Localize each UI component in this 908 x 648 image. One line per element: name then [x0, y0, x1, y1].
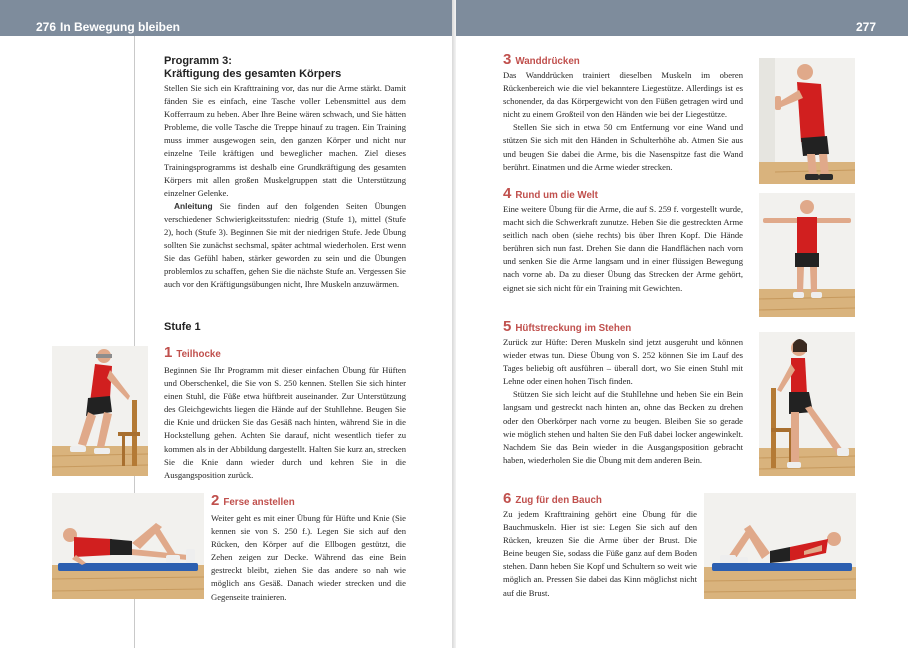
program-intro: Stellen Sie sich ein Krafttraining vor, das nur die Arme stärkt. Damit fänden Sie es einfach, eine Tasche voller Lebensmittel aus dem Kofferraum zu heben. Aber Ihre Beine wären schwach, und Sie hätten Probleme, die volle Tasche die Treppe hinauf zu tragen. Ein Training muss immer ausgewogen sein, den ganzen Körper und nicht nur einzelne Teile kräftigen und beweglicher machen. Ziel dieses Trainingsprogramms ist deshalb eine Grundkräftigung des gesamten Körpers mit allen großen Muskelgruppen statt die Unterstützung einzelner Gelenke.: [164, 83, 406, 198]
exercise-3-name: Wanddrücken: [515, 56, 580, 67]
photo-rund-um-die-welt: [759, 193, 855, 317]
left-page-number: 276: [36, 20, 57, 34]
exercise-2-name: Ferse anstellen: [223, 497, 295, 508]
photo-ferse-anstellen-image: [52, 493, 204, 599]
exercise-3-paragraph-2: Stellen Sie sich in etwa 50 cm Entfernung vor eine Wand und stützen Sie sich mit den Händen in Schulterhöhe ab. Atmen Sie aus und beugen Sie dabei die Arme, bis die Nasenspitze fast die Wand berührt. Einatmen und die Arme wieder strecken.: [503, 122, 743, 172]
exercise-3-title: [503, 51, 580, 69]
exercise-3-number: 3: [503, 51, 512, 68]
exercise-2-title: [211, 492, 295, 510]
exercise-3-text: [503, 69, 743, 174]
exercise-6-paragraph-1: Zu jedem Krafttraining gehört eine Übung für die Bauchmuskeln. Hier ist sie: Legen Sie sich auf den Rücken, kreuzen Sie die Arme über der Brust. Die Beine beugen Sie, sodass die Füße ganz auf dem Boden stehen. Dann heben Sie Kopf und Schultern so weit wie möglich an. Pressen Sie dabei das Kinn möglichst nicht auf die Brust.: [503, 509, 697, 598]
program-instruction: [164, 200, 406, 292]
photo-wanddruecken-image: [759, 58, 855, 184]
photo-ferse-anstellen: [52, 493, 204, 599]
exercise-6-title: [503, 490, 602, 508]
photo-rund-um-die-welt-image: [759, 193, 855, 317]
exercise-1-name: Teilhocke: [176, 349, 221, 360]
program-title-line2: Kräftigung des gesamten Körpers: [164, 68, 342, 80]
exercise-1-title: [164, 344, 221, 362]
book-gutter: [452, 0, 456, 648]
exercise-6-name: Zug für den Bauch: [515, 495, 602, 506]
exercise-1-paragraph-1: Beginnen Sie Ihr Programm mit dieser einfachen Übung für Hüften und Oberschenkel, die Sie von S. 250 kennen. Stellen Sie sich hinter einen Stuhl, die Füße etwa hüftbreit auseinander. Zur Unterstützung des Gleichgewichts liegen die Hände auf der Stuhllehne. Beugen Sie die Knie und drücken Sie das Gesäß nach hinten, während Sie in die Hockstellung gehen. Achten Sie darauf, nicht wesentlich tiefer zu kommen als in der Abbildung dargestellt. Halten Sie kurz an, strecken Sie die Knie dann wieder durch und kehren Sie in die Ausgangsposition zurück.: [164, 365, 406, 480]
program-title: [164, 55, 341, 81]
exercise-2-number: 2: [211, 492, 220, 509]
exercise-4-paragraph-1: Eine weitere Übung für die Arme, die auf S. 259 f. vorgestellt wurde, macht sich die Schwerkraft zunutze. Heben Sie die gestreckten Arme seitlich nach oben (siehe rechts) bis über Ihren Kopf. Die Hände berühren sich nun fast. Drehen Sie dann die Handflächen nach vorn und senken Sie die Arme langsam und in einer flüssigen Bewegung nach vorne ab. Da zu dieser Übung das Strecken der Arme gehört, eignet sie sich nicht für ein Training mit Gewichten.: [503, 204, 743, 293]
exercise-3-paragraph-1: Das Wanddrücken trainiert dieselben Muskeln im oberen Rückenbereich wie die viel bekanntere Liegestütze. Allerdings ist es schonender, da das Körpergewicht von den Füßen getragen wird und nicht zu einem Großteil von den Händen wie bei der Liegestütze.: [503, 70, 743, 120]
exercise-1-text: [164, 364, 406, 482]
right-page-number: 277: [856, 20, 877, 34]
photo-zug-fuer-den-bauch-image: [704, 493, 856, 599]
exercise-2-text: [211, 512, 406, 604]
photo-wanddruecken: [759, 58, 855, 184]
exercise-6-text: [503, 508, 697, 600]
photo-hueftstreckung: [759, 332, 855, 476]
exercise-5-number: 5: [503, 318, 512, 335]
exercise-5-paragraph-1: Zurück zur Hüfte: Deren Muskeln sind jetzt ausgeruht und können wieder etwas tun. Diese Übung von S. 252 können Sie im Lauf des Tages beliebig oft ausführen – überall dort, wo Sie einen Stuhl mit Lehne oder einen hohen Tisch finden.: [503, 337, 743, 387]
level-heading: Stufe 1: [164, 321, 201, 333]
photo-zug-fuer-den-bauch: [704, 493, 856, 599]
exercise-4-number: 4: [503, 185, 512, 202]
right-page-header: [456, 0, 908, 36]
exercise-2-paragraph-1: Weiter geht es mit einer Übung für Hüfte und Knie (Sie kennen sie von S. 250 f.). Legen Sie sich auf den Rücken, den Körper auf die Ellbogen gestützt, die Zehen zeigen zur Decke. Während das eine Bein gestreckt bleibt, ziehen Sie das andere so nah wie möglich ans Gesäß. Danach wieder strecken und die Gegenseite trainieren.: [211, 513, 406, 602]
exercise-1-number: 1: [164, 344, 173, 361]
exercise-4-name: Rund um die Welt: [515, 190, 598, 201]
exercise-5-paragraph-2: Stützen Sie sich leicht auf die Stuhllehne und heben Sie ein Bein langsam und gestreckt nach hinten an, ohne das Becken zu drehen oder den Oberkörper nach vorne zu beugen. Bleiben Sie so gerade wie möglich stehen und halten Sie den Fuß dabei locker angewinkelt. Nachdem Sie das Bein wieder in die Ausgangsposition gebracht haben, wiederholen Sie die Übung mit dem anderen Bein.: [503, 389, 743, 465]
exercise-4-title: [503, 185, 598, 203]
photo-teilhocke-image: [52, 346, 148, 476]
exercise-5-title: [503, 318, 631, 336]
exercise-5-text: [503, 336, 743, 467]
program-title-line1: Programm 3:: [164, 55, 232, 67]
exercise-4-text: [503, 203, 743, 295]
instruction-text: Sie finden auf den folgenden Seiten Übungen verschiedener Schwierigkeitsstufen: niedrig (Stufe 1), mittel (Stufe 2), hoch (Stufe 3). Beginnen Sie mit der niedrigen Stufe. Jede Übung sollten Sie zunächst sechsmal, später achtmal wiederholen. Erst wenn Sie das Gefühl haben, stärker geworden zu sein und die Übungen problemlos zu schaffen, gehen Sie die nächste Stufe an. Vergessen Sie auch vor den Kräftigungsübungen nicht, Ihre Muskeln anzuwärmen.: [164, 200, 406, 290]
exercise-6-number: 6: [503, 490, 512, 507]
left-section-title: In Bewegung bleiben: [60, 20, 181, 34]
photo-teilhocke: [52, 346, 148, 476]
photo-hueftstreckung-image: [759, 332, 855, 476]
instruction-label: Anleitung: [174, 200, 213, 211]
exercise-5-name: Hüftstreckung im Stehen: [515, 323, 632, 334]
program-intro-block: [164, 82, 406, 292]
left-page-header: [0, 0, 452, 36]
